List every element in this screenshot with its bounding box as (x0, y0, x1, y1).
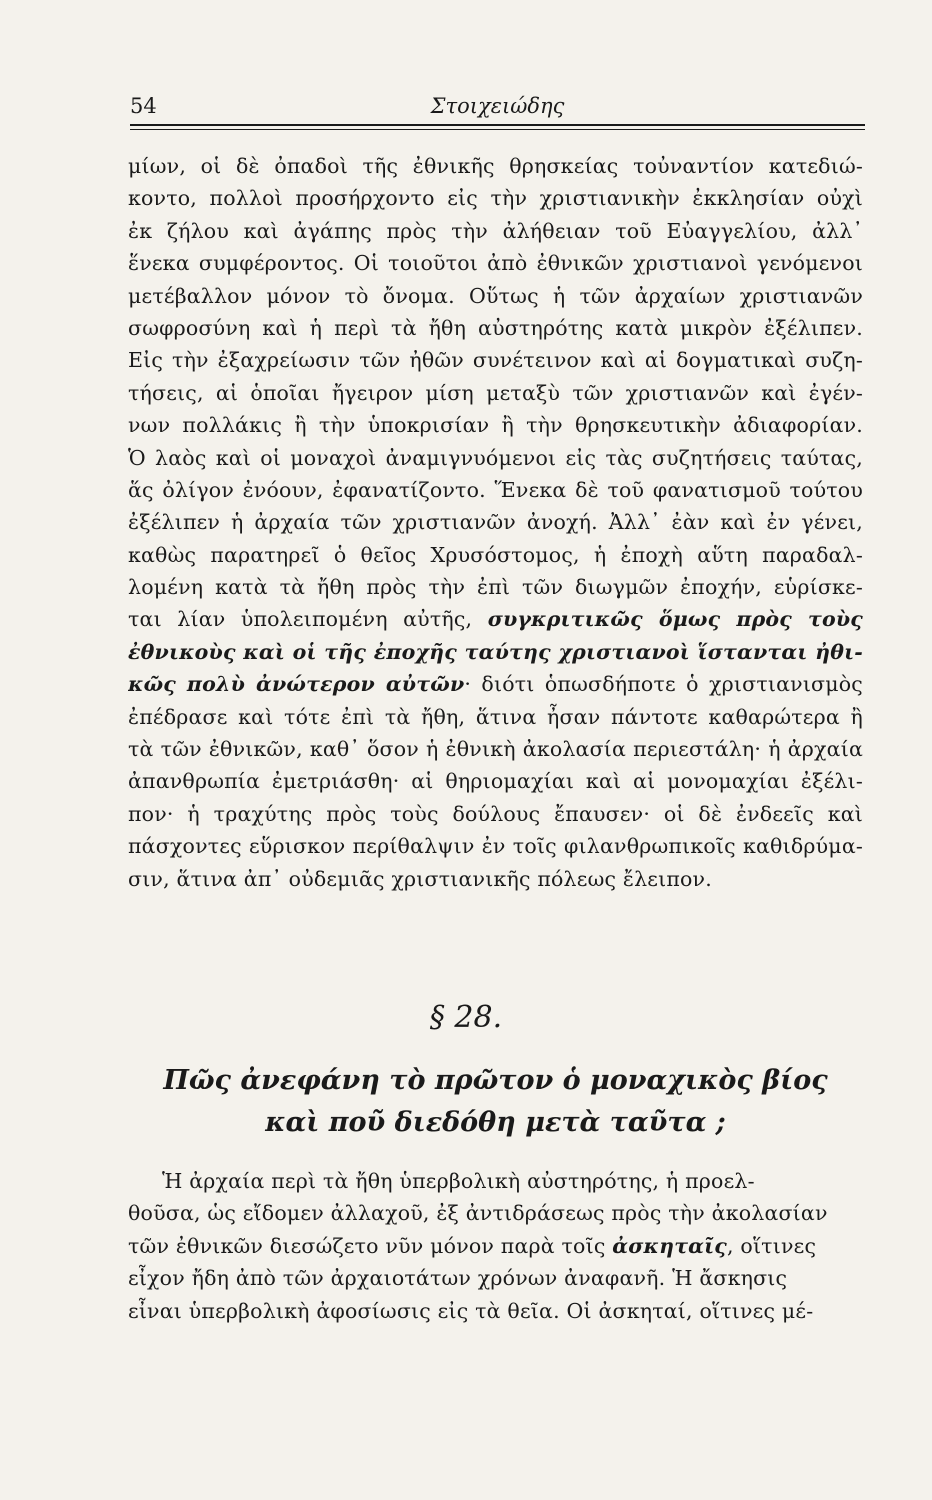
bold-italic-text: ἐθνικοὺς καὶ οἱ τῆς ἐποχῆς ταύτης χριστιανοὶ ἵστανται ἠθι- (128, 639, 863, 664)
text-line: ἀπανθρωπία ἐμετριάσθη· αἱ θηριομαχίαι καὶ αἱ μονομαχίαι ἐξέλι- (128, 769, 863, 794)
bold-italic-text: κῶς πολὺ ἀνώτερον αὐτῶν (128, 672, 465, 697)
text-line: καθὼς παρατηρεῖ ὁ θεῖος Χρυσόστομος, ἡ ἐποχὴ αὕτη παραδαλ- (128, 542, 863, 567)
header-rule-thick (130, 124, 865, 126)
text-line: ἅς ὀλίγον ἐνόουν, ἐφανατίζοντο. Ἕνεκα δὲ τοῦ φανατισμοῦ τούτου (128, 477, 863, 502)
section-title-line: καὶ ποῦ διεδόθη μετὰ ταῦτα ; (265, 1107, 726, 1138)
plain-text: , οἵτινες (726, 1233, 817, 1258)
running-title: Στοιχειώδης (430, 94, 565, 118)
section-number: § 28. (429, 1000, 503, 1035)
text-line: θοῦσα, ὡς εἴδομεν ἀλλαχοῦ, ἐξ ἀντιδράσεως πρὸς τὴν ἀκολασίαν (128, 1201, 828, 1226)
text-line: κοντο, πολλοὶ προσήρχοντο εἰς τὴν χριστιανικὴν ἐκκλησίαν οὐχὶ (128, 186, 863, 211)
text-line-last: σιν, ἅτινα ἀπ᾽ οὐδεμιᾶς χριστιανικῆς πόλεως ἔλειπον. (128, 866, 712, 891)
text-line: ἐκ ζήλου καὶ ἀγάπης πρὸς τὴν ἀλήθειαν τοῦ Εὐαγγελίου, ἀλλ᾽ (128, 218, 863, 243)
text-line: ἐξέλιπεν ἡ ἀρχαία τῶν χριστιανῶν ἀνοχή. Ἀλλ᾽ ἐὰν καὶ ἐν γένει, (128, 510, 863, 535)
bold-italic-text: συγκριτικῶς ὅμως πρὸς τοὺς (487, 607, 863, 632)
text-line: τήσεις, αἱ ὁποῖαι ἤγειρον μίση μεταξὺ τῶν χριστιανῶν καὶ ἐγέν- (128, 380, 863, 405)
text-line: Ἡ ἀρχαία περὶ τὰ ἤθη ὑπερβολικὴ αὐστηρότης, ἡ προελ- (162, 1169, 755, 1193)
text-line-bold (128, 636, 863, 668)
text-line: εἶναι ὑπερβολικὴ ἀφοσίωσις εἰς τὰ θεῖα. Οἱ ἀσκηταί, οἵτινες μέ- (128, 1298, 814, 1323)
text-line: ἕνεκα συμφέροντος. Οἱ τοιοῦτοι ἀπὸ ἐθνικῶν χριστιανοὶ γενόμενοι (128, 251, 863, 276)
header-rule-thin (130, 129, 865, 130)
paragraph-1 (128, 150, 863, 895)
text-line: Ὁ λαὸς καὶ οἱ μοναχοὶ ἀναμιγνυόμενοι εἰς τὰς συζητήσεις ταύτας, (128, 445, 863, 470)
text-line: Εἰς τὴν ἐξαχρείωσιν τῶν ἠθῶν συνέτεινον καὶ αἱ δογματικαὶ συζη- (128, 348, 863, 373)
text-line: νων πολλάκις ἢ τὴν ὑποκρισίαν ἢ τὴν θρησκευτικὴν ἀδιαφορίαν. (128, 413, 863, 438)
text-line: λομένη κατὰ τὰ ἤθη πρὸς τὴν ἐπὶ τῶν διωγμῶν ἐποχήν, εὑρίσκε- (128, 575, 863, 600)
text-line: ἐπέδρασε καὶ τότε ἐπὶ τὰ ἤθη, ἅτινα ἦσαν πάντοτε καθαρώτερα ἢ (128, 704, 863, 729)
plain-text: ται λίαν ὑπολειπομένη αὐτῆς, (128, 607, 488, 632)
text-line-mixed (128, 668, 863, 700)
text-line: τὰ τῶν ἐθνικῶν, καθ᾽ ὅσον ἡ ἐθνικὴ ἀκολασία περιεστάλη· ἡ ἀρχαία (128, 737, 863, 762)
text-line: σωφροσύνη καὶ ἡ περὶ τὰ ἤθη αὐστηρότης κατὰ μικρὸν ἐξέλιπεν. (128, 315, 863, 340)
text-line: πάσχοντες εὕρισκον περίθαλψιν ἐν τοῖς φιλανθρωπικοῖς καθιδρύμα- (128, 834, 863, 859)
text-line: πον· ἡ τραχύτης πρὸς τοὺς δούλους ἔπαυσεν· οἱ δὲ ἐνδεεῖς καὶ (128, 801, 863, 826)
text-line: μετέβαλλον μόνον τὸ ὄνομα. Οὕτως ἡ τῶν ἀρχαίων χριστιανῶν (128, 283, 863, 308)
section-title (128, 1060, 863, 1144)
plain-text: · διότι ὁπωσδήποτε ὁ χριστιανισμὸς (464, 672, 863, 697)
text-line: εἶχον ἤδη ἀπὸ τῶν ἀρχαιοτάτων χρόνων ἀναφανῆ. Ἡ ἄσκησις (128, 1266, 788, 1291)
page-number: 54 (130, 94, 157, 118)
page-header (130, 94, 865, 124)
section-title-line: Πῶς ἀνεφάνη τὸ πρῶτον ὁ μοναχικὸς βίος (163, 1065, 828, 1096)
bold-italic-text: ἀσκηταῖς (612, 1233, 727, 1258)
text-line-mixed (128, 603, 863, 635)
plain-text: τῶν ἐθνικῶν διεσώζετο νῦν μόνον παρὰ τοῖς (128, 1233, 613, 1258)
text-line: μίων, οἱ δὲ ὀπαδοὶ τῆς ἐθνικῆς θρησκείας τοὐναντίον κατεδιώ- (128, 154, 863, 178)
text-line-mixed (128, 1230, 863, 1262)
paragraph-2 (128, 1165, 863, 1327)
